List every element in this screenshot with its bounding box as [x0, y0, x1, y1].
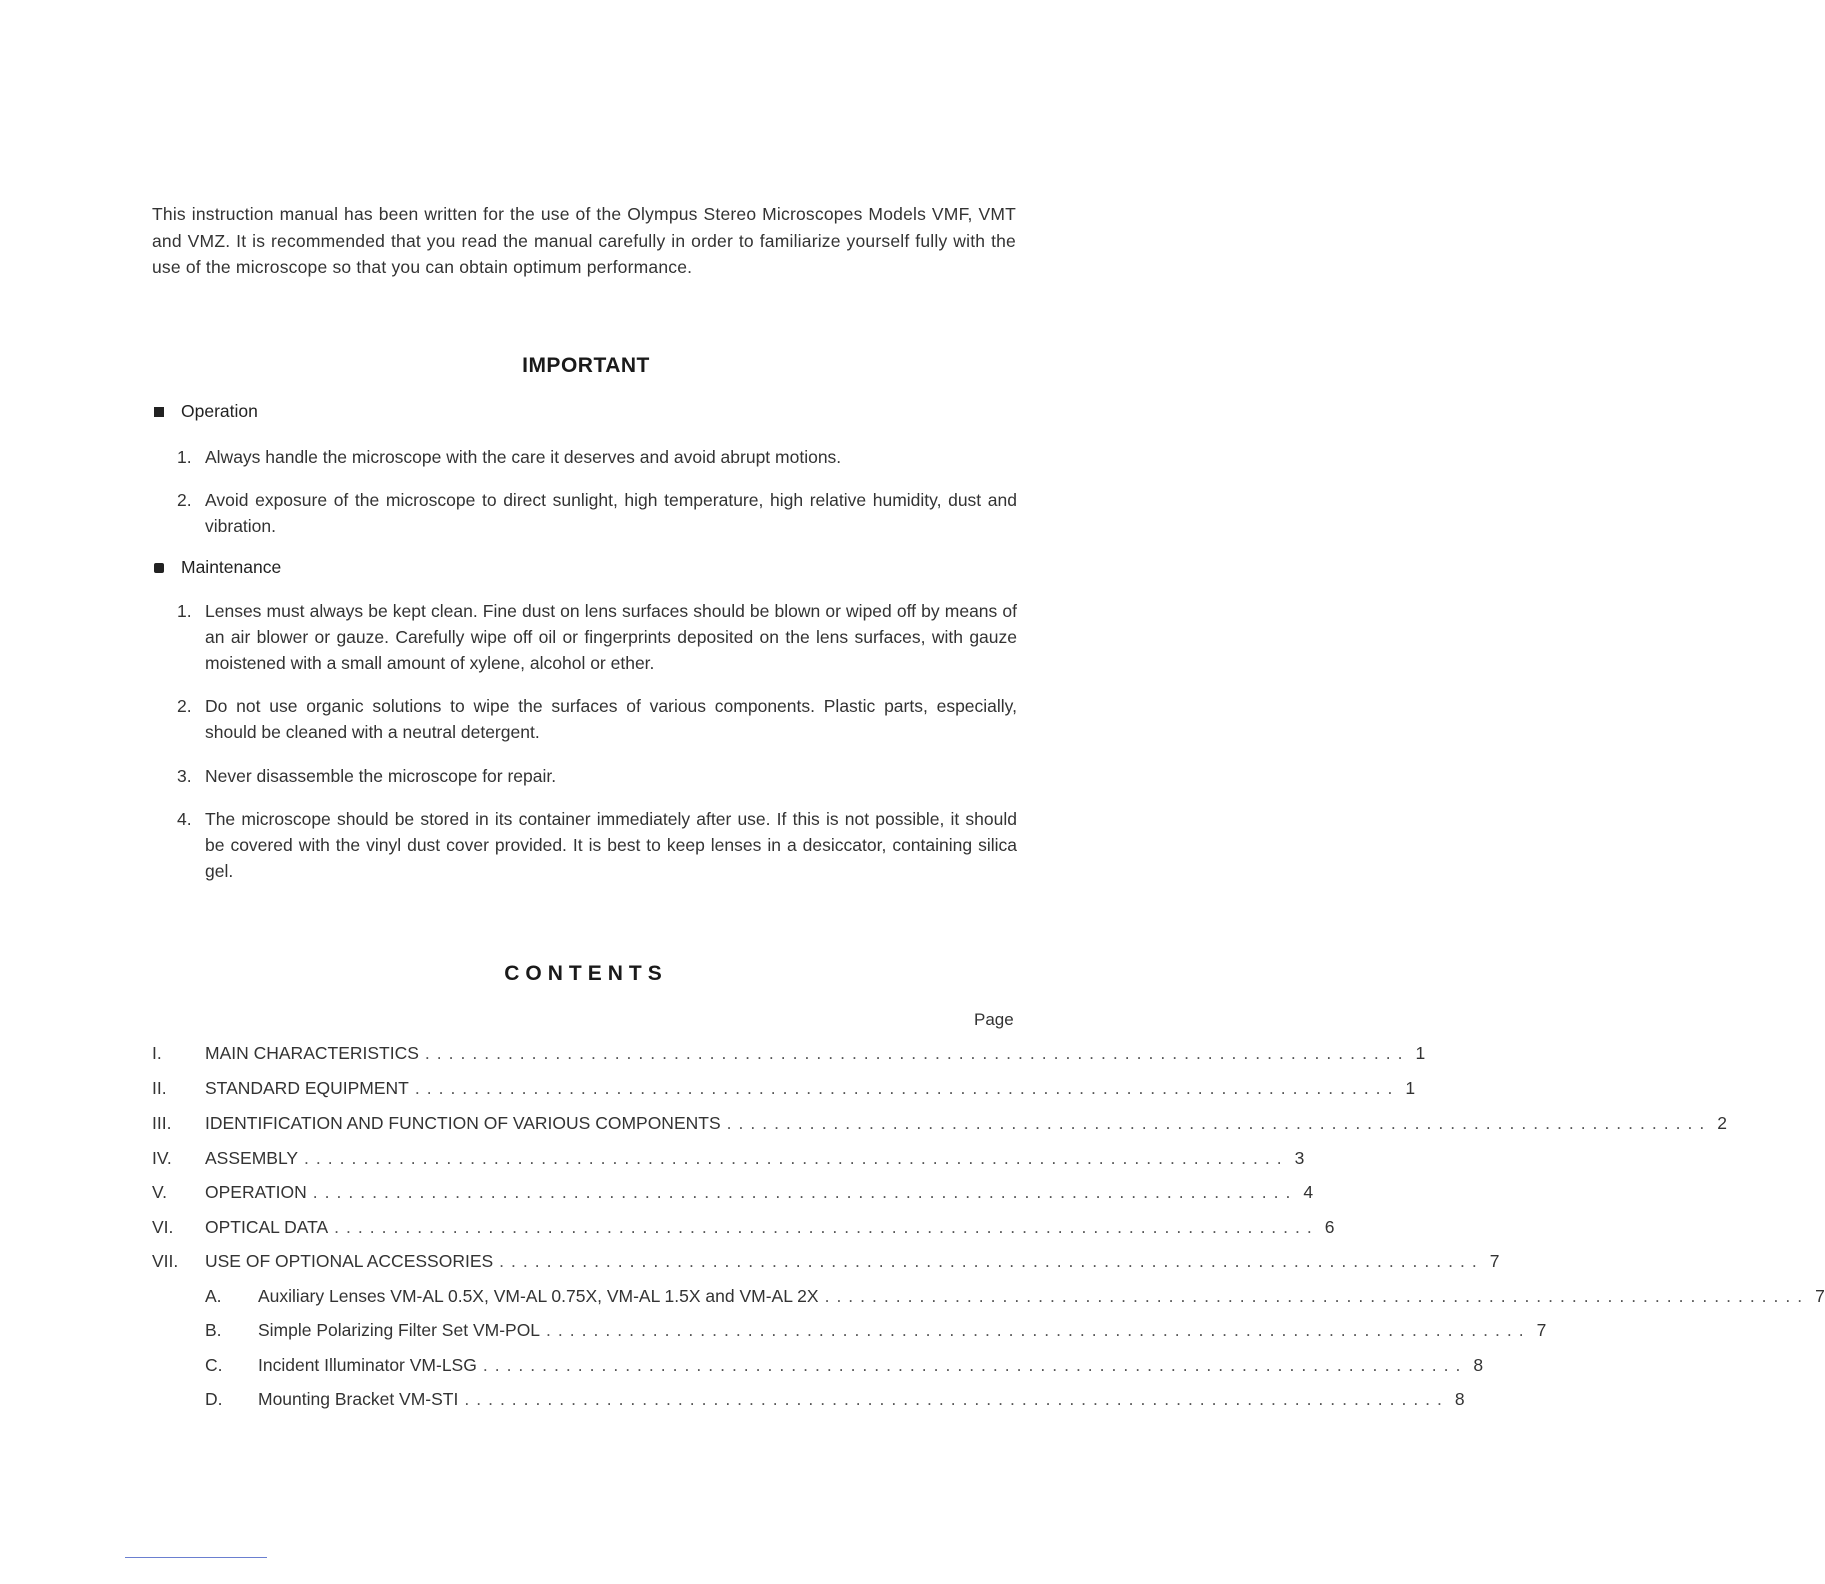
toc-subrow — [205, 1320, 1547, 1346]
important-heading: IMPORTANT — [522, 354, 650, 377]
intro-paragraph: This instruction manual has been written for the use of the Olympus Stereo Microscopes Models VMF, VMT and VMZ. It is recommended that you read the manual carefully in order to familiarize yourself fully with the use of the microscope so that you can obtain optimum performance. — [152, 204, 1016, 277]
toc-title: OPTICAL DATA — [205, 1217, 329, 1237]
item-number: 2. — [177, 696, 192, 716]
toc-number: I. — [152, 1043, 162, 1063]
toc-number: III. — [152, 1113, 172, 1133]
toc-title: ASSEMBLY — [205, 1148, 299, 1168]
toc-leader-dots: ................................................................................... — [464, 1389, 1449, 1409]
toc-page: 1 — [1405, 1078, 1416, 1098]
toc-row — [152, 1078, 1416, 1104]
item-text: Never disassemble the microscope for repair. — [205, 766, 557, 786]
toc-number: B. — [205, 1320, 222, 1340]
toc-page: 7 — [1815, 1286, 1825, 1306]
item-number: 1. — [177, 601, 192, 621]
item-number: 2. — [177, 490, 192, 510]
toc-title: IDENTIFICATION AND FUNCTION OF VARIOUS COMPONENTS — [205, 1113, 721, 1133]
toc-row — [152, 1043, 1426, 1069]
toc-page: 1 — [1415, 1043, 1426, 1063]
toc-page: 8 — [1473, 1355, 1484, 1375]
toc-leader-dots: ................................................................................... — [334, 1217, 1319, 1237]
toc-number: C. — [205, 1355, 223, 1375]
toc-title: OPERATION — [205, 1182, 307, 1202]
toc-row — [152, 1251, 1500, 1277]
toc-leader-dots: ................................................................................... — [482, 1355, 1468, 1375]
toc-number: V. — [152, 1182, 167, 1202]
toc-row — [152, 1148, 1305, 1174]
toc-subrow — [205, 1389, 1465, 1415]
toc-page: 7 — [1489, 1251, 1500, 1271]
toc-page-column-label: Page — [974, 1010, 1014, 1029]
toc-page: 6 — [1324, 1217, 1335, 1237]
toc-row — [152, 1113, 1727, 1139]
operation-item — [177, 487, 1017, 539]
toc-row — [152, 1217, 1335, 1243]
square-bullet-icon — [154, 407, 164, 417]
toc-subrow — [205, 1355, 1484, 1381]
toc-number: VI. — [152, 1217, 174, 1237]
square-bullet-icon — [154, 563, 164, 573]
toc-number: VII. — [152, 1251, 179, 1271]
item-number: 3. — [177, 766, 192, 786]
toc-number: D. — [205, 1389, 223, 1409]
maintenance-section-label — [152, 557, 281, 578]
toc-page: 3 — [1294, 1148, 1305, 1168]
toc-title: USE OF OPTIONAL ACCESSORIES — [205, 1251, 494, 1271]
toc-leader-dots: ................................................................................... — [312, 1182, 1298, 1202]
toc-leader-dots: ................................................................................... — [499, 1251, 1484, 1271]
operation-item — [177, 444, 1017, 470]
toc-leader-dots: ................................................................................... — [414, 1078, 1400, 1098]
toc-page: 7 — [1536, 1320, 1547, 1340]
toc-leader-dots: ................................................................................... — [424, 1043, 1410, 1063]
item-text: Lenses must always be kept clean. Fine dust on lens surfaces should be blown or wiped off by means of an air blower or gauze. Carefully wipe off oil or fingerprints deposited on the lens surfaces, with gauze moistened with a small amount of xylene, alcohol or ether. — [205, 601, 1017, 673]
toc-number: IV. — [152, 1148, 172, 1168]
operation-label: Operation — [181, 401, 258, 421]
scan-mark-line — [125, 1557, 267, 1558]
operation-section-label — [152, 401, 258, 422]
toc-number: A. — [205, 1286, 222, 1306]
maintenance-item — [177, 806, 1017, 884]
item-text: Always handle the microscope with the care it deserves and avoid abrupt motions. — [205, 447, 842, 467]
toc-row — [152, 1182, 1314, 1208]
toc-title: Simple Polarizing Filter Set VM-POL — [258, 1320, 541, 1340]
item-text: The microscope should be stored in its container immediately after use. If this is not possible, it should be covered with the vinyl dust cover provided. It is best to keep lenses in a desiccator, containing silica gel. — [205, 809, 1017, 881]
item-number: 1. — [177, 447, 192, 467]
maintenance-item — [177, 763, 1017, 789]
item-number: 4. — [177, 809, 192, 829]
toc-page: 2 — [1717, 1113, 1727, 1133]
toc-leader-dots: ................................................................................... — [726, 1113, 1712, 1133]
toc-number: II. — [152, 1078, 167, 1098]
toc-leader-dots: ................................................................................... — [304, 1148, 1289, 1168]
toc-title: Auxiliary Lenses VM-AL 0.5X, VM-AL 0.75X, VM-AL 1.5X and VM-AL 2X — [258, 1286, 819, 1306]
toc-leader-dots: ................................................................................... — [824, 1286, 1810, 1306]
item-text: Avoid exposure of the microscope to direct sunlight, high temperature, high relative humidity, dust and vibration. — [205, 490, 1017, 536]
toc-page: 8 — [1454, 1389, 1465, 1409]
maintenance-item — [177, 598, 1017, 676]
toc-title: MAIN CHARACTERISTICS — [205, 1043, 419, 1063]
maintenance-label: Maintenance — [181, 557, 282, 577]
toc-leader-dots: ................................................................................... — [546, 1320, 1531, 1340]
contents-heading: CONTENTS — [504, 962, 668, 985]
toc-subrow — [205, 1286, 1825, 1312]
toc-title: Mounting Bracket VM-STI — [258, 1389, 459, 1409]
item-text: Do not use organic solutions to wipe the surfaces of various components. Plastic parts, especially, should be cleaned with a neutral detergent. — [205, 696, 1017, 742]
toc-title: Incident Illuminator VM-LSG — [258, 1355, 477, 1375]
toc-title: STANDARD EQUIPMENT — [205, 1078, 409, 1098]
maintenance-item — [177, 693, 1017, 745]
toc-page: 4 — [1303, 1182, 1314, 1202]
